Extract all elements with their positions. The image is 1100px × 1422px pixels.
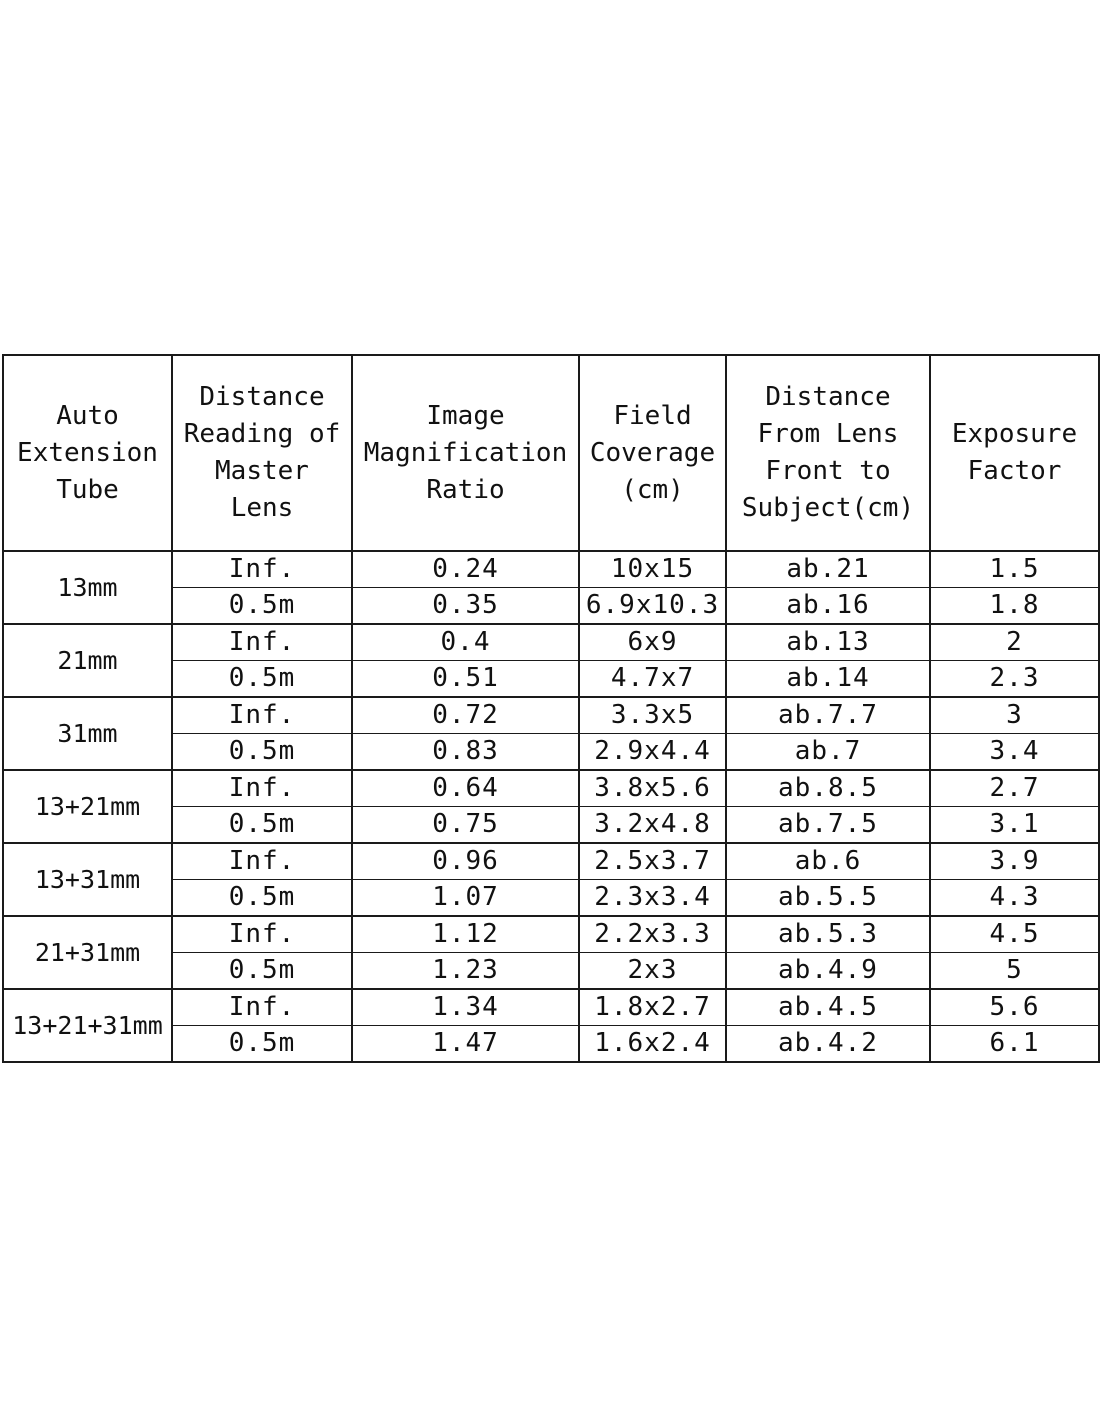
lens-to-subject-cell: ab.5.5 <box>726 880 930 917</box>
distance-reading-cell: 0.5m <box>172 734 352 771</box>
lens-to-subject-cell: ab.4.9 <box>726 953 930 990</box>
tube-cell: 21+31mm <box>3 916 172 989</box>
table-row <box>3 843 1099 880</box>
magnification-cell: 0.96 <box>352 843 579 880</box>
exposure-factor-cell: 2 <box>930 624 1099 661</box>
distance-reading-cell: 0.5m <box>172 588 352 625</box>
exposure-factor-cell: 3.4 <box>930 734 1099 771</box>
field-coverage-cell: 2.3x3.4 <box>579 880 726 917</box>
field-coverage-cell: 2.2x3.3 <box>579 916 726 953</box>
table-row <box>3 916 1099 953</box>
table-header <box>3 355 1099 551</box>
lens-to-subject-cell: ab.7.5 <box>726 807 930 844</box>
lens-to-subject-cell: ab.13 <box>726 624 930 661</box>
field-coverage-cell: 3.2x4.8 <box>579 807 726 844</box>
field-coverage-cell: 3.8x5.6 <box>579 770 726 807</box>
magnification-cell: 0.24 <box>352 551 579 588</box>
exposure-factor-cell: 1.8 <box>930 588 1099 625</box>
lens-to-subject-cell: ab.4.5 <box>726 989 930 1026</box>
lens-to-subject-cell: ab.7.7 <box>726 697 930 734</box>
header-row <box>3 355 1099 551</box>
tube-cell: 13+21mm <box>3 770 172 843</box>
lens-to-subject-cell: ab.8.5 <box>726 770 930 807</box>
field-coverage-cell: 4.7x7 <box>579 661 726 698</box>
distance-reading-cell: Inf. <box>172 624 352 661</box>
distance-reading-cell: Inf. <box>172 551 352 588</box>
table-row <box>3 551 1099 588</box>
lens-to-subject-cell: ab.14 <box>726 661 930 698</box>
lens-to-subject-cell: ab.5.3 <box>726 916 930 953</box>
exposure-factor-cell: 5.6 <box>930 989 1099 1026</box>
tube-cell: 13+31mm <box>3 843 172 916</box>
table-row <box>3 624 1099 661</box>
magnification-cell: 0.51 <box>352 661 579 698</box>
field-coverage-cell: 2.5x3.7 <box>579 843 726 880</box>
lens-to-subject-cell: ab.7 <box>726 734 930 771</box>
magnification-cell: 0.64 <box>352 770 579 807</box>
tube-cell: 31mm <box>3 697 172 770</box>
distance-reading-cell: Inf. <box>172 697 352 734</box>
field-coverage-cell: 10x15 <box>579 551 726 588</box>
tube-cell: 13mm <box>3 551 172 624</box>
distance-reading-cell: Inf. <box>172 916 352 953</box>
exposure-factor-cell: 3.9 <box>930 843 1099 880</box>
magnification-cell: 1.47 <box>352 1026 579 1063</box>
field-coverage-cell: 2.9x4.4 <box>579 734 726 771</box>
magnification-cell: 0.75 <box>352 807 579 844</box>
field-coverage-cell: 2x3 <box>579 953 726 990</box>
exposure-factor-cell: 3.1 <box>930 807 1099 844</box>
lens-to-subject-cell: ab.16 <box>726 588 930 625</box>
header-distance-reading: Distance Reading of Master Lens <box>172 355 352 551</box>
extension-tube-table-container <box>2 354 1098 1063</box>
exposure-factor-cell: 4.5 <box>930 916 1099 953</box>
field-coverage-cell: 6x9 <box>579 624 726 661</box>
tube-cell: 13+21+31mm <box>3 989 172 1062</box>
extension-tube-table <box>2 354 1100 1063</box>
header-field-coverage: Field Coverage (cm) <box>579 355 726 551</box>
magnification-cell: 1.34 <box>352 989 579 1026</box>
field-coverage-cell: 1.6x2.4 <box>579 1026 726 1063</box>
distance-reading-cell: Inf. <box>172 770 352 807</box>
table-row <box>3 989 1099 1026</box>
field-coverage-cell: 3.3x5 <box>579 697 726 734</box>
magnification-cell: 0.35 <box>352 588 579 625</box>
magnification-cell: 1.23 <box>352 953 579 990</box>
distance-reading-cell: Inf. <box>172 843 352 880</box>
distance-reading-cell: 0.5m <box>172 1026 352 1063</box>
magnification-cell: 0.72 <box>352 697 579 734</box>
distance-reading-cell: 0.5m <box>172 880 352 917</box>
exposure-factor-cell: 3 <box>930 697 1099 734</box>
distance-reading-cell: 0.5m <box>172 953 352 990</box>
magnification-cell: 1.12 <box>352 916 579 953</box>
header-exposure-factor: Exposure Factor <box>930 355 1099 551</box>
header-auto-extension-tube: Auto Extension Tube <box>3 355 172 551</box>
distance-reading-cell: 0.5m <box>172 807 352 844</box>
exposure-factor-cell: 4.3 <box>930 880 1099 917</box>
distance-reading-cell: Inf. <box>172 989 352 1026</box>
exposure-factor-cell: 1.5 <box>930 551 1099 588</box>
exposure-factor-cell: 5 <box>930 953 1099 990</box>
lens-to-subject-cell: ab.21 <box>726 551 930 588</box>
table-body <box>3 551 1099 1062</box>
table-row <box>3 770 1099 807</box>
header-magnification-ratio: Image Magnification Ratio <box>352 355 579 551</box>
lens-to-subject-cell: ab.6 <box>726 843 930 880</box>
distance-reading-cell: 0.5m <box>172 661 352 698</box>
header-lens-to-subject: Distance From Lens Front to Subject(cm) <box>726 355 930 551</box>
field-coverage-cell: 1.8x2.7 <box>579 989 726 1026</box>
magnification-cell: 0.83 <box>352 734 579 771</box>
table-row <box>3 697 1099 734</box>
exposure-factor-cell: 2.3 <box>930 661 1099 698</box>
magnification-cell: 0.4 <box>352 624 579 661</box>
magnification-cell: 1.07 <box>352 880 579 917</box>
exposure-factor-cell: 6.1 <box>930 1026 1099 1063</box>
tube-cell: 21mm <box>3 624 172 697</box>
lens-to-subject-cell: ab.4.2 <box>726 1026 930 1063</box>
exposure-factor-cell: 2.7 <box>930 770 1099 807</box>
field-coverage-cell: 6.9x10.3 <box>579 588 726 625</box>
